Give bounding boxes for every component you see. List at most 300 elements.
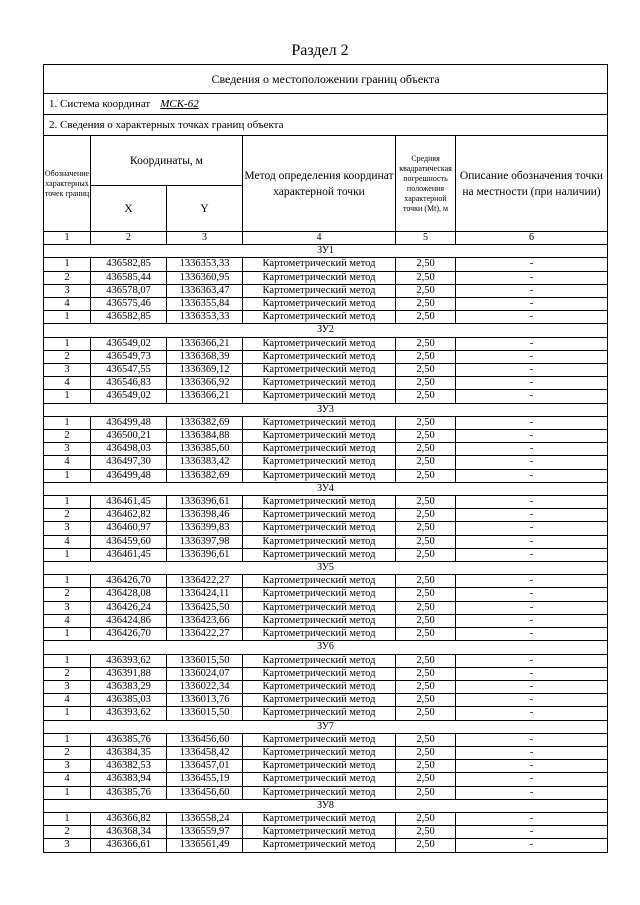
method-cell: Картометрический метод <box>243 390 396 403</box>
method-cell: Картометрический метод <box>243 298 396 311</box>
table-row <box>44 377 608 390</box>
point-number-cell: 1 <box>44 258 91 271</box>
point-number-cell: 1 <box>44 812 91 825</box>
point-number-cell: 1 <box>44 548 91 561</box>
method-header: Метод определения координат характерной точки <box>243 136 396 232</box>
point-number-cell: 1 <box>44 390 91 403</box>
error-cell: 2,50 <box>396 760 456 773</box>
method-cell: Картометрический метод <box>243 760 396 773</box>
section-title: Сведения о местоположении границ объекта <box>44 65 608 94</box>
x-coordinate-cell: 436393,62 <box>91 707 167 720</box>
y-coordinate-cell: 1336360,95 <box>167 271 243 284</box>
y-coordinate-cell: 1336455,19 <box>167 773 243 786</box>
y-coordinate-cell: 1336561,49 <box>167 839 243 852</box>
table-row <box>44 628 608 641</box>
y-coordinate-cell: 1336399,83 <box>167 522 243 535</box>
method-cell: Картометрический метод <box>243 614 396 627</box>
method-cell: Картометрический метод <box>243 469 396 482</box>
point-number-cell: 1 <box>44 416 91 429</box>
x-header: X <box>91 186 167 232</box>
point-number-cell: 4 <box>44 694 91 707</box>
point-number-cell: 1 <box>44 496 91 509</box>
table-row <box>44 416 608 429</box>
method-cell: Картометрический метод <box>243 601 396 614</box>
y-coordinate-cell: 1336423,66 <box>167 614 243 627</box>
x-coordinate-cell: 436385,76 <box>91 733 167 746</box>
method-cell: Картометрический метод <box>243 337 396 350</box>
table-row <box>44 350 608 363</box>
y-coordinate-cell: 1336396,61 <box>167 496 243 509</box>
description-cell: - <box>456 588 608 601</box>
error-cell: 2,50 <box>396 694 456 707</box>
table-row <box>44 298 608 311</box>
description-cell: - <box>456 350 608 363</box>
y-coordinate-cell: 1336458,42 <box>167 746 243 759</box>
parcel-group-row <box>44 641 608 654</box>
point-number-cell: 4 <box>44 773 91 786</box>
description-cell: - <box>456 773 608 786</box>
description-cell: - <box>456 601 608 614</box>
error-cell: 2,50 <box>396 456 456 469</box>
y-coordinate-cell: 1336385,60 <box>167 443 243 456</box>
x-coordinate-cell: 436393,62 <box>91 654 167 667</box>
description-cell: - <box>456 298 608 311</box>
y-coordinate-cell: 1336425,50 <box>167 601 243 614</box>
method-cell: Картометрический метод <box>243 707 396 720</box>
table-row <box>44 575 608 588</box>
description-cell: - <box>456 456 608 469</box>
parcel-group-row <box>44 799 608 812</box>
column-number: 2 <box>91 232 167 245</box>
point-number-cell: 2 <box>44 746 91 759</box>
point-number-cell: 3 <box>44 680 91 693</box>
error-cell: 2,50 <box>396 588 456 601</box>
x-coordinate-cell: 436462,82 <box>91 509 167 522</box>
x-coordinate-cell: 436497,30 <box>91 456 167 469</box>
table-row <box>44 337 608 350</box>
description-cell: - <box>456 271 608 284</box>
method-cell: Картометрический метод <box>243 733 396 746</box>
y-coordinate-cell: 1336024,07 <box>167 667 243 680</box>
point-number-cell: 2 <box>44 271 91 284</box>
method-cell: Картометрический метод <box>243 548 396 561</box>
table-row <box>44 430 608 443</box>
y-coordinate-cell: 1336384,88 <box>167 430 243 443</box>
column-number: 5 <box>396 232 456 245</box>
table-row <box>44 535 608 548</box>
description-cell: - <box>456 337 608 350</box>
parcel-group-row <box>44 245 608 258</box>
y-coordinate-cell: 1336366,92 <box>167 377 243 390</box>
y-coordinate-cell: 1336422,27 <box>167 575 243 588</box>
y-coordinate-cell: 1336363,47 <box>167 284 243 297</box>
error-cell: 2,50 <box>396 284 456 297</box>
x-coordinate-cell: 436424,86 <box>91 614 167 627</box>
parcel-name: ЗУ5 <box>44 562 608 575</box>
column-number: 3 <box>167 232 243 245</box>
error-cell: 2,50 <box>396 496 456 509</box>
description-cell: - <box>456 746 608 759</box>
error-cell: 2,50 <box>396 614 456 627</box>
table-row <box>44 522 608 535</box>
error-cell: 2,50 <box>396 707 456 720</box>
points-section-title: 2. Сведения о характерных точках границ объекта <box>44 115 608 136</box>
x-coordinate-cell: 436368,34 <box>91 826 167 839</box>
method-cell: Картометрический метод <box>243 522 396 535</box>
method-cell: Картометрический метод <box>243 456 396 469</box>
y-coordinate-cell: 1336353,33 <box>167 258 243 271</box>
table-row <box>44 733 608 746</box>
description-cell: - <box>456 311 608 324</box>
method-cell: Картометрический метод <box>243 575 396 588</box>
y-coordinate-cell: 1336457,01 <box>167 760 243 773</box>
point-number-cell: 2 <box>44 826 91 839</box>
method-cell: Картометрический метод <box>243 443 396 456</box>
point-number-cell: 3 <box>44 839 91 852</box>
y-coordinate-cell: 1336396,61 <box>167 548 243 561</box>
x-coordinate-cell: 436549,73 <box>91 350 167 363</box>
method-cell: Картометрический метод <box>243 496 396 509</box>
method-cell: Картометрический метод <box>243 509 396 522</box>
method-cell: Картометрический метод <box>243 416 396 429</box>
y-coordinate-cell: 1336383,42 <box>167 456 243 469</box>
error-cell: 2,50 <box>396 350 456 363</box>
table-row <box>44 390 608 403</box>
x-coordinate-cell: 436578,07 <box>91 284 167 297</box>
y-coordinate-cell: 1336397,98 <box>167 535 243 548</box>
error-cell: 2,50 <box>396 364 456 377</box>
y-coordinate-cell: 1336398,46 <box>167 509 243 522</box>
x-coordinate-cell: 436428,08 <box>91 588 167 601</box>
method-cell: Картометрический метод <box>243 694 396 707</box>
description-header: Описание обозначения точки на местности (при наличии) <box>456 136 608 232</box>
y-coordinate-cell: 1336015,50 <box>167 654 243 667</box>
description-cell: - <box>456 826 608 839</box>
parcel-group-row <box>44 482 608 495</box>
description-cell: - <box>456 509 608 522</box>
y-coordinate-cell: 1336353,33 <box>167 311 243 324</box>
boundary-points-table <box>43 64 608 853</box>
description-cell: - <box>456 694 608 707</box>
point-number-cell: 1 <box>44 469 91 482</box>
y-coordinate-cell: 1336559,97 <box>167 826 243 839</box>
table-row <box>44 786 608 799</box>
description-cell: - <box>456 548 608 561</box>
error-cell: 2,50 <box>396 786 456 799</box>
method-cell: Картометрический метод <box>243 839 396 852</box>
x-coordinate-cell: 436426,70 <box>91 628 167 641</box>
x-coordinate-cell: 436498,03 <box>91 443 167 456</box>
error-cell: 2,50 <box>396 522 456 535</box>
method-cell: Картометрический метод <box>243 377 396 390</box>
point-number-cell: 4 <box>44 614 91 627</box>
table-row <box>44 812 608 825</box>
table-row <box>44 826 608 839</box>
description-cell: - <box>456 707 608 720</box>
x-coordinate-cell: 436383,29 <box>91 680 167 693</box>
description-cell: - <box>456 654 608 667</box>
point-number-cell: 2 <box>44 509 91 522</box>
error-cell: 2,50 <box>396 601 456 614</box>
table-row <box>44 667 608 680</box>
error-cell: 2,50 <box>396 773 456 786</box>
description-cell: - <box>456 522 608 535</box>
parcel-group-row <box>44 720 608 733</box>
method-cell: Картометрический метод <box>243 812 396 825</box>
method-cell: Картометрический метод <box>243 271 396 284</box>
column-number: 4 <box>243 232 396 245</box>
description-cell: - <box>456 377 608 390</box>
x-coordinate-cell: 436547,55 <box>91 364 167 377</box>
x-coordinate-cell: 436461,45 <box>91 496 167 509</box>
page-title: Раздел 2 <box>291 42 349 59</box>
y-coordinate-cell: 1336382,69 <box>167 416 243 429</box>
point-number-cell: 1 <box>44 654 91 667</box>
x-coordinate-cell: 436426,70 <box>91 575 167 588</box>
table-row <box>44 548 608 561</box>
point-number-cell: 3 <box>44 601 91 614</box>
error-cell: 2,50 <box>396 548 456 561</box>
y-coordinate-cell: 1336382,69 <box>167 469 243 482</box>
y-coordinate-cell: 1336558,24 <box>167 812 243 825</box>
description-cell: - <box>456 628 608 641</box>
description-cell: - <box>456 496 608 509</box>
error-cell: 2,50 <box>396 575 456 588</box>
table-row <box>44 694 608 707</box>
description-cell: - <box>456 839 608 852</box>
point-number-cell: 2 <box>44 667 91 680</box>
table-row <box>44 509 608 522</box>
point-number-cell: 1 <box>44 628 91 641</box>
error-cell: 2,50 <box>396 337 456 350</box>
point-number-cell: 4 <box>44 535 91 548</box>
point-number-cell: 4 <box>44 298 91 311</box>
method-cell: Картометрический метод <box>243 628 396 641</box>
point-number-cell: 2 <box>44 430 91 443</box>
x-coordinate-cell: 436459,60 <box>91 535 167 548</box>
table-row <box>44 614 608 627</box>
table-row <box>44 601 608 614</box>
description-cell: - <box>456 390 608 403</box>
parcel-name: ЗУ1 <box>44 245 608 258</box>
description-cell: - <box>456 667 608 680</box>
x-coordinate-cell: 436460,97 <box>91 522 167 535</box>
description-cell: - <box>456 430 608 443</box>
table-row <box>44 311 608 324</box>
error-cell: 2,50 <box>396 509 456 522</box>
error-cell: 2,50 <box>396 416 456 429</box>
description-cell: - <box>456 443 608 456</box>
error-cell: 2,50 <box>396 469 456 482</box>
method-cell: Картометрический метод <box>243 667 396 680</box>
error-cell: 2,50 <box>396 746 456 759</box>
description-cell: - <box>456 284 608 297</box>
designation-header: Обозначение характерных точек границ <box>44 136 91 232</box>
table-row <box>44 443 608 456</box>
method-cell: Картометрический метод <box>243 350 396 363</box>
column-number: 6 <box>456 232 608 245</box>
x-coordinate-cell: 436499,48 <box>91 416 167 429</box>
point-number-cell: 1 <box>44 786 91 799</box>
point-number-cell: 1 <box>44 575 91 588</box>
description-cell: - <box>456 680 608 693</box>
y-coordinate-cell: 1336015,50 <box>167 707 243 720</box>
error-cell: 2,50 <box>396 258 456 271</box>
method-cell: Картометрический метод <box>243 364 396 377</box>
y-coordinate-cell: 1336355,84 <box>167 298 243 311</box>
error-cell: 2,50 <box>396 826 456 839</box>
description-cell: - <box>456 364 608 377</box>
error-cell: 2,50 <box>396 535 456 548</box>
y-coordinate-cell: 1336424,11 <box>167 588 243 601</box>
parcel-name: ЗУ6 <box>44 641 608 654</box>
error-cell: 2,50 <box>396 298 456 311</box>
method-cell: Картометрический метод <box>243 773 396 786</box>
parcel-name: ЗУ2 <box>44 324 608 337</box>
coordinate-system-row <box>44 94 608 115</box>
y-header: Y <box>167 186 243 232</box>
error-cell: 2,50 <box>396 390 456 403</box>
parcel-name: ЗУ4 <box>44 482 608 495</box>
y-coordinate-cell: 1336022,34 <box>167 680 243 693</box>
error-cell: 2,50 <box>396 443 456 456</box>
x-coordinate-cell: 436461,45 <box>91 548 167 561</box>
method-cell: Картометрический метод <box>243 535 396 548</box>
error-cell: 2,50 <box>396 271 456 284</box>
parcel-name: ЗУ3 <box>44 403 608 416</box>
error-cell: 2,50 <box>396 733 456 746</box>
method-cell: Картометрический метод <box>243 258 396 271</box>
error-cell: 2,50 <box>396 667 456 680</box>
error-cell: 2,50 <box>396 680 456 693</box>
error-cell: 2,50 <box>396 430 456 443</box>
point-number-cell: 1 <box>44 707 91 720</box>
y-coordinate-cell: 1336369,12 <box>167 364 243 377</box>
x-coordinate-cell: 436391,88 <box>91 667 167 680</box>
x-coordinate-cell: 436500,21 <box>91 430 167 443</box>
table-row <box>44 469 608 482</box>
x-coordinate-cell: 436383,94 <box>91 773 167 786</box>
x-coordinate-cell: 436549,02 <box>91 337 167 350</box>
y-coordinate-cell: 1336456,60 <box>167 733 243 746</box>
y-coordinate-cell: 1336366,21 <box>167 337 243 350</box>
coordinate-system-value: МСК-62 <box>160 97 199 110</box>
x-coordinate-cell: 436384,35 <box>91 746 167 759</box>
method-cell: Картометрический метод <box>243 680 396 693</box>
table-row <box>44 773 608 786</box>
description-cell: - <box>456 416 608 429</box>
parcel-group-row <box>44 324 608 337</box>
x-coordinate-cell: 436382,53 <box>91 760 167 773</box>
point-number-cell: 1 <box>44 311 91 324</box>
description-cell: - <box>456 786 608 799</box>
coordinate-system-label: 1. Система координат <box>49 97 151 110</box>
description-cell: - <box>456 760 608 773</box>
point-number-cell: 1 <box>44 733 91 746</box>
table-row <box>44 258 608 271</box>
x-coordinate-cell: 436426,24 <box>91 601 167 614</box>
point-number-cell: 3 <box>44 760 91 773</box>
y-coordinate-cell: 1336366,21 <box>167 390 243 403</box>
description-cell: - <box>456 535 608 548</box>
method-cell: Картометрический метод <box>243 430 396 443</box>
description-cell: - <box>456 733 608 746</box>
y-coordinate-cell: 1336368,39 <box>167 350 243 363</box>
method-cell: Картометрический метод <box>243 786 396 799</box>
method-cell: Картометрический метод <box>243 588 396 601</box>
point-number-cell: 4 <box>44 456 91 469</box>
method-cell: Картометрический метод <box>243 826 396 839</box>
x-coordinate-cell: 436546,83 <box>91 377 167 390</box>
error-cell: 2,50 <box>396 377 456 390</box>
table-row <box>44 496 608 509</box>
table-row <box>44 760 608 773</box>
x-coordinate-cell: 436385,76 <box>91 786 167 799</box>
point-number-cell: 4 <box>44 377 91 390</box>
x-coordinate-cell: 436366,61 <box>91 839 167 852</box>
error-cell: 2,50 <box>396 812 456 825</box>
description-cell: - <box>456 469 608 482</box>
x-coordinate-cell: 436549,02 <box>91 390 167 403</box>
error-cell: 2,50 <box>396 311 456 324</box>
point-number-cell: 3 <box>44 522 91 535</box>
y-coordinate-cell: 1336422,27 <box>167 628 243 641</box>
description-cell: - <box>456 575 608 588</box>
table-row <box>44 364 608 377</box>
coordinates-header: Координаты, м <box>91 136 243 186</box>
error-cell: 2,50 <box>396 654 456 667</box>
x-coordinate-cell: 436582,85 <box>91 311 167 324</box>
x-coordinate-cell: 436582,85 <box>91 258 167 271</box>
method-cell: Картометрический метод <box>243 311 396 324</box>
table-row <box>44 680 608 693</box>
x-coordinate-cell: 436585,44 <box>91 271 167 284</box>
parcel-group-row <box>44 562 608 575</box>
table-row <box>44 839 608 852</box>
method-cell: Картометрический метод <box>243 284 396 297</box>
table-row <box>44 746 608 759</box>
table-row <box>44 456 608 469</box>
method-cell: Картометрический метод <box>243 654 396 667</box>
parcel-group-row <box>44 403 608 416</box>
point-number-cell: 2 <box>44 588 91 601</box>
description-cell: - <box>456 614 608 627</box>
error-header: Средняя квадратическая погрешность положения характерной точки (Mt), м <box>396 136 456 232</box>
method-cell: Картометрический метод <box>243 746 396 759</box>
table-row <box>44 588 608 601</box>
y-coordinate-cell: 1336013,76 <box>167 694 243 707</box>
x-coordinate-cell: 436499,48 <box>91 469 167 482</box>
table-row <box>44 271 608 284</box>
x-coordinate-cell: 436385,03 <box>91 694 167 707</box>
point-number-cell: 1 <box>44 337 91 350</box>
parcel-name: ЗУ7 <box>44 720 608 733</box>
x-coordinate-cell: 436575,46 <box>91 298 167 311</box>
point-number-cell: 3 <box>44 364 91 377</box>
point-number-cell: 2 <box>44 350 91 363</box>
error-cell: 2,50 <box>396 839 456 852</box>
point-number-cell: 3 <box>44 443 91 456</box>
description-cell: - <box>456 812 608 825</box>
table-row <box>44 654 608 667</box>
error-cell: 2,50 <box>396 628 456 641</box>
column-number: 1 <box>44 232 91 245</box>
point-number-cell: 3 <box>44 284 91 297</box>
parcel-name: ЗУ8 <box>44 799 608 812</box>
description-cell: - <box>456 258 608 271</box>
y-coordinate-cell: 1336456,60 <box>167 786 243 799</box>
x-coordinate-cell: 436366,82 <box>91 812 167 825</box>
